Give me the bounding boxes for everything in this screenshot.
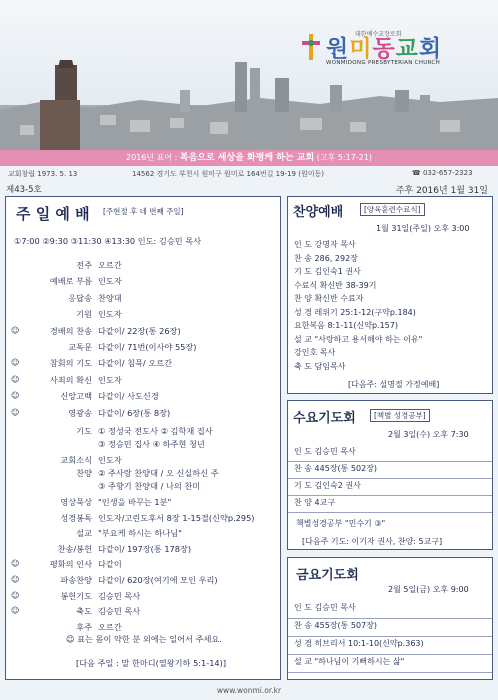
service-order-line: 기 도 김인숙2 권사 — [294, 481, 361, 490]
order-label: 축도 — [76, 606, 92, 617]
order-value: "부요케 하시는 하나님" — [98, 528, 182, 539]
service-order-line: 수료식 확신반 38-39기 — [294, 280, 377, 290]
order-value: "인생을 바꾸는 1분" — [98, 497, 172, 507]
issue-number: 제43-5호 — [6, 185, 42, 195]
order-label: 경배의 찬송 — [49, 325, 92, 336]
wednesday-prayer-panel — [287, 400, 493, 550]
choir-line: ③ 주향기 찬양대 / 나의 찬미 — [98, 481, 201, 491]
year-motto-bar — [0, 150, 498, 166]
praise-next: [다음주: 설명절 가정예배] — [348, 380, 440, 389]
service-order-line: 찬 송 455장(통 507장) — [294, 621, 378, 630]
order-label: 후주 — [76, 621, 92, 632]
rule-line — [288, 478, 492, 479]
order-value: 다같이/ 사도신경 — [98, 391, 159, 402]
order-value: 인도자 — [98, 374, 122, 385]
service-order-line: 기 도 김인숙1 권사 — [294, 267, 361, 276]
service-order-line: 설 교 "하나님이 기뻐하시는 삶" — [294, 657, 405, 666]
order-label: 영상묵상 — [60, 497, 92, 507]
service-order-line: 인 도 강명자 목사 — [294, 240, 356, 249]
church-website[interactable]: www.wonmi.or.kr — [216, 686, 282, 695]
praise-worship-panel — [287, 196, 493, 394]
choir-line: ② 주사랑 찬양대 / 오 신실하신 주 — [98, 468, 219, 478]
prayer-line: ① 정성국 전도사 ② 김학재 집사 — [98, 426, 213, 436]
order-label: 평화의 인사 — [49, 559, 92, 570]
order-value: 인도자 — [98, 455, 122, 465]
order-label: 영광송 — [68, 407, 92, 418]
rule-line — [288, 618, 492, 619]
rule-line — [288, 461, 492, 462]
service-order-line: 성 경 레위기 25:1-12(구약p.184) — [294, 307, 416, 317]
worship-title: 주 일 예 배 — [16, 205, 90, 223]
service-order-line: 인 도 김승민 목사 — [294, 447, 356, 456]
prayer-line: ③ 정승민 집사 ④ 하주현 청년 — [98, 439, 205, 449]
order-value: 오르간 — [98, 260, 122, 270]
order-label: 신앙고백 — [60, 391, 92, 402]
wednesday-next: [다음주 기도: 이기자 권사, 찬양: 5교구] — [302, 537, 443, 546]
wednesday-datetime: 2월 3일(수) 오후 7:30 — [388, 430, 469, 439]
order-value: 다같이/ 620장(여기에 모인 우리) — [98, 575, 218, 585]
stand-icon: ☺ — [11, 407, 20, 417]
friday-title: 금요기도회 — [296, 568, 359, 583]
order-label: 기원 — [76, 309, 92, 320]
order-value: 김승민 목사 — [98, 606, 141, 617]
order-value: 인도자 — [98, 309, 122, 320]
order-label: 설교 — [76, 528, 92, 539]
friday-prayer-panel — [287, 557, 493, 680]
service-order-line: 요한복음 8:1-11(신약p.157) — [294, 321, 398, 330]
service-order-line: 인 도 김승민 목사 — [294, 603, 356, 612]
praise-datetime: 1월 31일(주일) 오후 3:00 — [376, 224, 470, 233]
logo-denomination: 대한예수교장로회 — [355, 31, 402, 38]
wednesday-title: 수요기도회 — [293, 411, 356, 426]
church-phone: ☎ 032-657-2323 — [412, 169, 473, 177]
order-value: 다같이/ 6장(통 8장) — [98, 407, 171, 418]
worship-subtitle: [주현절 후 네 번째 주일] — [100, 206, 187, 217]
service-order-line: 설 교 "사랑하고 용서해야 하는 이유" — [294, 334, 423, 344]
order-value: 다같이 — [98, 559, 122, 570]
order-value: 김승민 목사 — [98, 590, 141, 601]
order-label: 교회소식 — [60, 455, 92, 465]
logo-char: 교 — [395, 36, 419, 62]
order-value: 다같이/ 71번(이사야 55장) — [98, 342, 197, 352]
logo-char: 미 — [349, 36, 373, 62]
service-order-line: 축 도 담임목사 — [294, 361, 346, 371]
rule-line — [288, 672, 492, 673]
standing-note: ☺ 표는 몸이 약한 분 외에는 일어서 주세요. — [66, 634, 222, 644]
rule-line — [288, 512, 492, 513]
friday-datetime: 2월 5일(금) 오후 9:00 — [388, 585, 469, 594]
founded-date: 교회창립 1973. 5. 13 — [8, 170, 78, 178]
wednesday-subtitle: [책별 성경공부] — [370, 409, 430, 422]
stand-icon: ☺ — [11, 559, 20, 569]
logo-church-name — [326, 30, 442, 63]
sunday-worship-panel — [5, 196, 281, 680]
order-value: 인도자/고린도후서 8장 1-15절(신약p.295) — [98, 512, 255, 523]
order-value: 오르간 — [98, 621, 122, 632]
service-order-line: 찬 송 445장(통 502장) — [294, 464, 378, 473]
order-label: 사죄의 확신 — [49, 374, 92, 385]
logo-char: 동 — [372, 36, 396, 62]
stand-icon: ☺ — [11, 575, 20, 584]
rule-line — [288, 495, 492, 496]
service-order-line: 찬 송 286, 292장 — [294, 253, 358, 263]
order-value: 찬양대 — [98, 292, 122, 303]
church-address: 14562 경기도 부천시 원미구 원미로 164번길 19-19 (원미동) — [132, 170, 324, 178]
order-label: 교독문 — [68, 342, 92, 352]
city-skyline-image — [0, 60, 498, 150]
stand-icon: ☺ — [11, 606, 20, 616]
stand-icon: ☺ — [11, 391, 20, 401]
order-label: 예배로 부름 — [49, 276, 92, 287]
order-label: 참회의 기도 — [49, 358, 92, 369]
order-value: 인도자 — [98, 276, 122, 287]
stand-icon: ☺ — [11, 590, 20, 600]
motto-reference: (고후 5:17-21) — [316, 153, 372, 162]
next-sermon: [다음 주일 : 말 한마디(열왕기하 5:1-14)] — [76, 658, 227, 668]
service-times: ①7:00 ②9:30 ③11:30 ④13:30 인도: 김승민 목사 — [14, 236, 202, 246]
logo-char: 회 — [418, 36, 443, 62]
service-order-line: 찬 양 확신반 수료자 — [294, 294, 364, 303]
wednesday-study: 책별성경공부 "민수기 ③" — [296, 519, 386, 528]
order-label: 기도 — [76, 426, 92, 436]
rule-line — [288, 654, 492, 655]
rule-line — [288, 636, 492, 637]
praise-title: 찬양예배 — [293, 205, 344, 220]
order-label: 찬양 — [76, 468, 92, 478]
service-order-line: 찬 양 4교구 — [294, 498, 336, 507]
service-order-line: 성 경 히브리서 10:1-10(신약p.363) — [294, 639, 424, 648]
order-label: 성경봉독 — [60, 512, 92, 523]
cross-logo-icon — [300, 34, 322, 60]
order-label: 파송찬양 — [60, 575, 92, 585]
praise-subtitle: [양육훈련수료식] — [360, 203, 425, 216]
order-label: 봉헌기도 — [60, 590, 92, 601]
stand-icon: ☺ — [11, 358, 20, 368]
church-logo — [300, 32, 460, 72]
church-info — [0, 167, 498, 181]
order-label: 응답송 — [68, 292, 92, 303]
logo-english-name: WONMIDONG PRESBYTERIAN CHURCH — [326, 60, 441, 66]
service-order-line: 강인호 목사 — [294, 348, 336, 357]
order-value: 다같이/ 197장(통 178장) — [98, 543, 192, 554]
bulletin-date: 주후 2016년 1월 31일 — [395, 186, 488, 196]
logo-char: 원 — [326, 36, 350, 62]
motto-text: 복음으로 세상을 화평케 하는 교회 — [179, 153, 315, 163]
order-value: 다같이/ 침묵/ 오르간 — [98, 358, 172, 369]
order-label: 찬송/봉헌 — [57, 543, 92, 554]
motto-prefix: 2016년 표어 : — [126, 153, 180, 162]
order-label: 전주 — [76, 260, 92, 270]
order-value: 다같이/ 22장(통 26장) — [98, 325, 181, 336]
stand-icon: ☺ — [11, 325, 20, 335]
header-photo — [0, 0, 498, 150]
stand-icon: ☺ — [11, 374, 20, 384]
